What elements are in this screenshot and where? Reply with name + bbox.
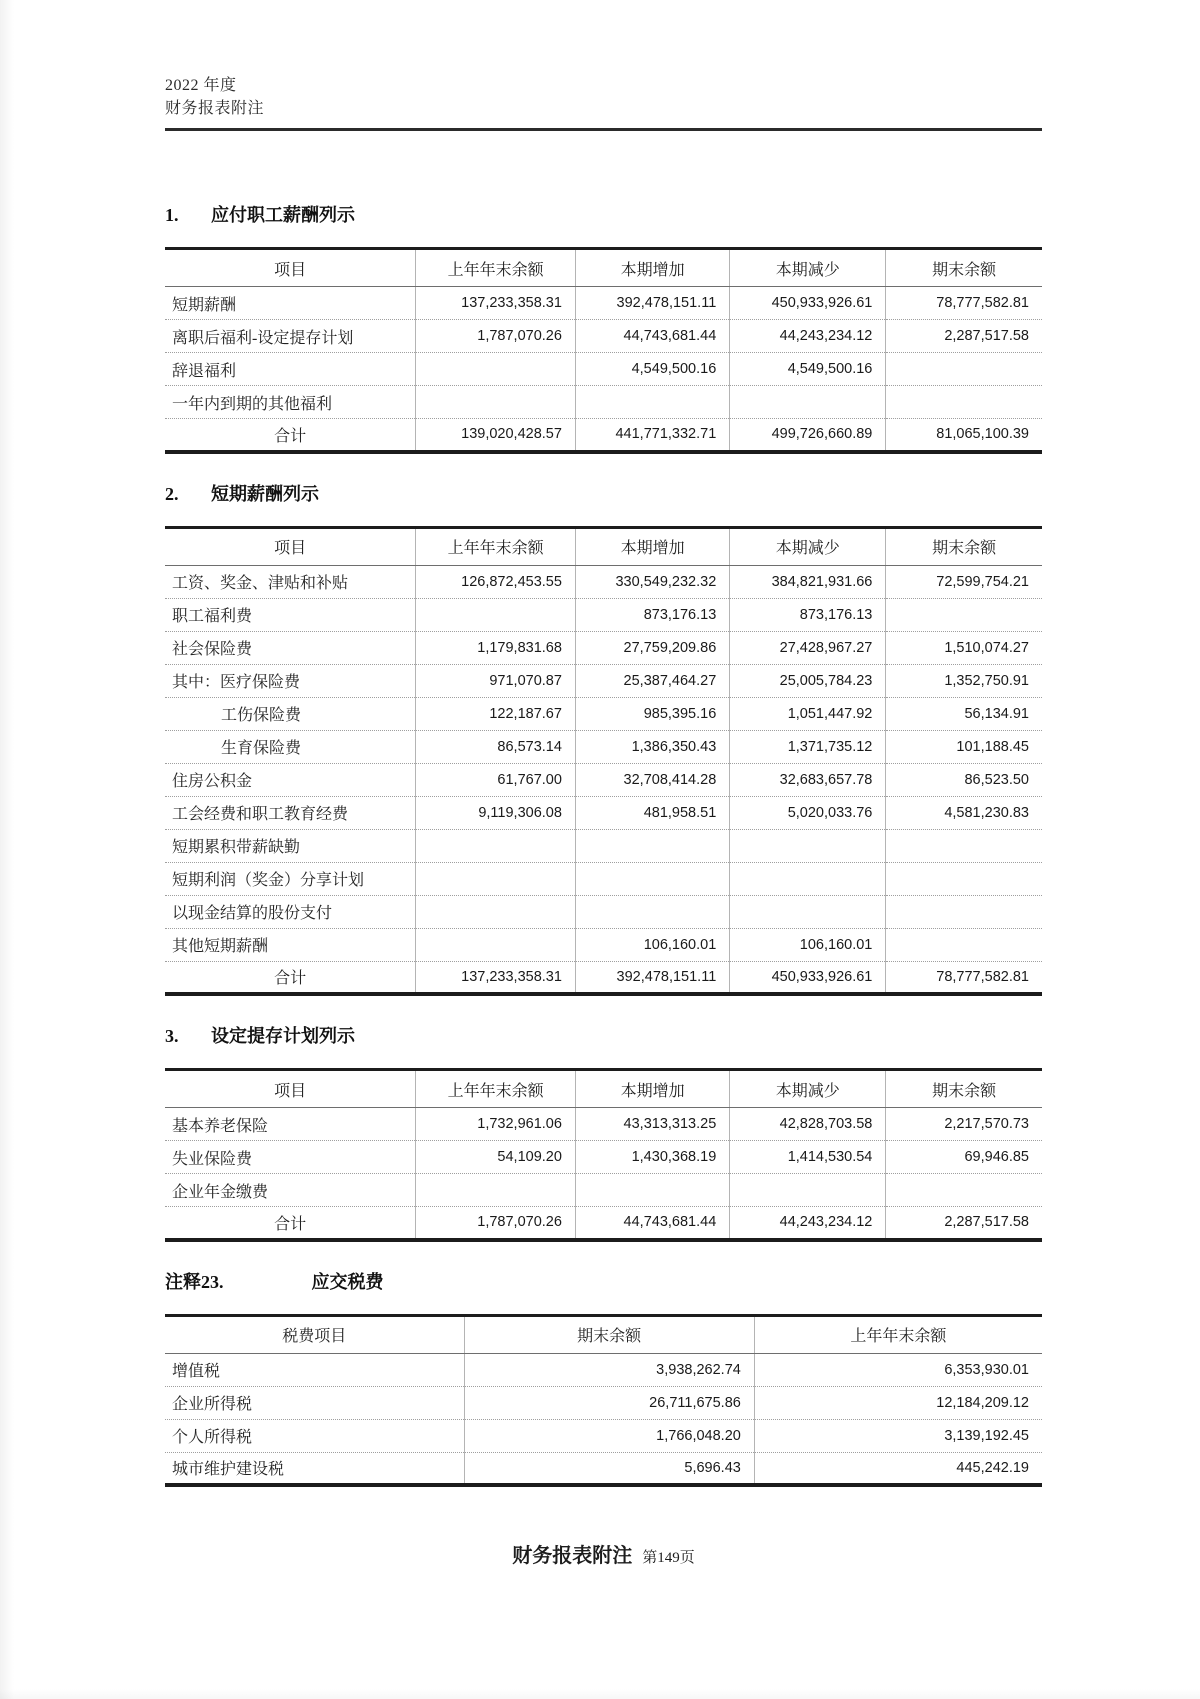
cell-value: 1,352,750.91 — [886, 664, 1042, 697]
cell-value: 971,070.87 — [416, 664, 576, 697]
row-label: 城市维护建设税 — [172, 1461, 285, 1479]
data-table — [165, 526, 1042, 997]
cell-value — [886, 895, 1042, 928]
row-label: 合计 — [274, 1215, 307, 1233]
table-row — [165, 862, 1042, 895]
section-heading — [165, 201, 1042, 227]
cell-value — [416, 598, 576, 631]
cell-value: 450,933,926.61 — [730, 287, 886, 320]
row-label: 工伤保险费 — [165, 697, 416, 730]
table-row — [165, 1141, 1042, 1174]
cell-value: 2,287,517.58 — [886, 1207, 1042, 1240]
cell-value: 445,242.19 — [754, 1452, 1042, 1485]
cell-value: 106,160.01 — [730, 928, 886, 961]
heading-number: 1. — [165, 205, 179, 225]
cell-value: 873,176.13 — [575, 598, 729, 631]
table-row — [165, 1452, 1042, 1485]
cell-value: 4,549,500.16 — [575, 353, 729, 386]
report-year: 2022 年度 — [165, 77, 237, 94]
cell-value: 873,176.13 — [730, 598, 886, 631]
heading-number: 2. — [165, 483, 179, 504]
heading-number: 3. — [165, 1026, 179, 1046]
cell-value: 5,020,033.76 — [730, 796, 886, 829]
row-label: 住房公积金 — [165, 763, 416, 796]
table-row — [165, 565, 1042, 598]
column-header: 期末余额 — [886, 527, 1042, 565]
cell-value — [886, 353, 1042, 386]
column-header: 本期增加 — [575, 1070, 729, 1108]
cell-value: 139,020,428.57 — [416, 419, 576, 452]
cell-value — [730, 1174, 886, 1207]
cell-value: 12,184,209.12 — [754, 1386, 1042, 1419]
taxes-payable-table — [165, 1314, 1042, 1488]
cell-value: 4,581,230.83 — [886, 796, 1042, 829]
cell-value: 44,243,234.12 — [730, 1207, 886, 1240]
cell-value: 1,732,961.06 — [416, 1108, 576, 1141]
row-label: 企业年金缴费 — [165, 1174, 416, 1207]
column-header: 期末余额 — [886, 249, 1042, 287]
cell-value: 1,414,530.54 — [730, 1141, 886, 1174]
cell-value — [886, 928, 1042, 961]
column-header: 上年年末余额 — [416, 1070, 576, 1108]
cell-value: 450,933,926.61 — [730, 961, 886, 994]
table-row — [165, 664, 1042, 697]
table-row — [165, 1353, 1042, 1386]
cell-value: 4,549,500.16 — [730, 353, 886, 386]
cell-value — [575, 862, 729, 895]
page-content — [165, 0, 1042, 1568]
cell-value: 81,065,100.39 — [886, 419, 1042, 452]
cell-value: 330,549,232.32 — [575, 565, 729, 598]
cell-value: 441,771,332.71 — [575, 419, 729, 452]
cell-value: 6,353,930.01 — [754, 1353, 1042, 1386]
row-label: 合计 — [274, 427, 307, 445]
cell-value: 392,478,151.11 — [575, 961, 729, 994]
cell-value — [730, 386, 886, 419]
table-row — [165, 796, 1042, 829]
column-header: 本期减少 — [730, 249, 886, 287]
note-heading — [165, 1268, 1042, 1294]
cell-value — [730, 895, 886, 928]
table-row — [165, 895, 1042, 928]
column-header: 项目 — [165, 249, 416, 287]
table-row — [165, 829, 1042, 862]
table-row — [165, 386, 1042, 419]
cell-value: 137,233,358.31 — [416, 287, 576, 320]
row-label: 生育保险费 — [165, 730, 416, 763]
row-label: 短期利润（奖金）分享计划 — [165, 862, 416, 895]
cell-value: 26,711,675.86 — [464, 1386, 754, 1419]
table-row — [165, 928, 1042, 961]
table-header-row — [165, 1070, 1042, 1108]
cell-value: 1,510,074.27 — [886, 631, 1042, 664]
column-header: 税费项目 — [165, 1315, 464, 1353]
heading-title: 短期薪酬列示 — [211, 483, 319, 504]
cell-value: 86,523.50 — [886, 763, 1042, 796]
cell-value: 101,188.45 — [886, 730, 1042, 763]
cell-value — [886, 829, 1042, 862]
page-footer — [165, 1539, 1042, 1568]
cell-value: 481,958.51 — [575, 796, 729, 829]
cell-value: 5,696.43 — [464, 1452, 754, 1485]
cell-value — [416, 386, 576, 419]
cell-value: 3,139,192.45 — [754, 1419, 1042, 1452]
section-heading — [165, 1022, 1042, 1048]
cell-value: 78,777,582.81 — [886, 961, 1042, 994]
cell-value: 42,828,703.58 — [730, 1108, 886, 1141]
cell-value: 392,478,151.11 — [575, 287, 729, 320]
table-total-row — [165, 1207, 1042, 1240]
table-row — [165, 730, 1042, 763]
cell-value — [886, 862, 1042, 895]
cell-value — [886, 386, 1042, 419]
cell-value: 1,787,070.26 — [416, 1207, 576, 1240]
cell-value: 122,187.67 — [416, 697, 576, 730]
cell-value — [886, 598, 1042, 631]
cell-value: 3,938,262.74 — [464, 1353, 754, 1386]
cell-value: 1,051,447.92 — [730, 697, 886, 730]
cell-value: 44,743,681.44 — [575, 1207, 729, 1240]
row-label: 其中：医疗保险费 — [165, 664, 416, 697]
cell-value: 86,573.14 — [416, 730, 576, 763]
row-label: 工资、奖金、津贴和补贴 — [165, 565, 416, 598]
cell-value: 499,726,660.89 — [730, 419, 886, 452]
table-row — [165, 1386, 1042, 1419]
document-header — [165, 74, 1042, 131]
report-title: 财务报表附注 — [165, 100, 265, 117]
row-label: 增值税 — [165, 1353, 464, 1386]
row-label: 辞退福利 — [165, 353, 416, 386]
cell-value: 32,683,657.78 — [730, 763, 886, 796]
short-term-pay-table — [165, 526, 1042, 997]
cell-value — [416, 829, 576, 862]
table-row — [165, 631, 1042, 664]
cell-value: 25,005,784.23 — [730, 664, 886, 697]
cell-value: 43,313,313.25 — [575, 1108, 729, 1141]
table-row — [165, 1108, 1042, 1141]
row-label: 其他短期薪酬 — [165, 928, 416, 961]
table-header-row — [165, 1315, 1042, 1353]
table-total-row — [165, 419, 1042, 452]
heading-title: 应付职工薪酬列示 — [211, 205, 355, 225]
footer-page-number: 第149页 — [642, 1550, 695, 1566]
column-header: 期末余额 — [886, 1070, 1042, 1108]
row-label: 短期薪酬 — [165, 287, 416, 320]
cell-value — [575, 829, 729, 862]
table-row — [165, 353, 1042, 386]
cell-value: 2,287,517.58 — [886, 320, 1042, 353]
cell-value — [575, 386, 729, 419]
column-header: 项目 — [165, 1070, 416, 1108]
cell-value: 126,872,453.55 — [416, 565, 576, 598]
cell-value: 25,387,464.27 — [575, 664, 729, 697]
cell-value — [416, 1174, 576, 1207]
cell-value: 9,119,306.08 — [416, 796, 576, 829]
cell-value: 69,946.85 — [886, 1141, 1042, 1174]
cell-value: 1,766,048.20 — [464, 1419, 754, 1452]
cell-value: 384,821,931.66 — [730, 565, 886, 598]
cell-value — [416, 895, 576, 928]
row-label: 失业保险费 — [165, 1141, 416, 1174]
table-row — [165, 697, 1042, 730]
cell-value: 985,395.16 — [575, 697, 729, 730]
cell-value — [730, 862, 886, 895]
cell-value: 1,179,831.68 — [416, 631, 576, 664]
cell-value: 1,430,368.19 — [575, 1141, 729, 1174]
cell-value — [730, 829, 886, 862]
row-label: 基本养老保险 — [165, 1108, 416, 1141]
column-header: 本期增加 — [575, 527, 729, 565]
cell-value: 2,217,570.73 — [886, 1108, 1042, 1141]
cell-value: 27,759,209.86 — [575, 631, 729, 664]
cell-value: 44,243,234.12 — [730, 320, 886, 353]
row-label: 以现金结算的股份支付 — [165, 895, 416, 928]
column-header: 项目 — [165, 527, 416, 565]
row-label: 合计 — [274, 970, 307, 988]
table-header-row — [165, 249, 1042, 287]
column-header: 期末余额 — [464, 1315, 754, 1353]
row-label: 工会经费和职工教育经费 — [165, 796, 416, 829]
cell-value: 1,371,735.12 — [730, 730, 886, 763]
heading-title: 应交税费 — [311, 1271, 384, 1292]
column-header: 上年年末余额 — [754, 1315, 1042, 1353]
cell-value: 1,386,350.43 — [575, 730, 729, 763]
heading-title: 设定提存计划列示 — [211, 1026, 355, 1046]
table-header-row — [165, 527, 1042, 565]
heading-number: 注释23. — [165, 1271, 224, 1292]
footer-title: 财务报表附注 — [512, 1545, 633, 1567]
column-header: 本期增加 — [575, 249, 729, 287]
cell-value — [416, 928, 576, 961]
row-label: 离职后福利-设定提存计划 — [165, 320, 416, 353]
cell-value — [575, 1174, 729, 1207]
cell-value: 1,787,070.26 — [416, 320, 576, 353]
payroll-payable-table — [165, 247, 1042, 454]
table-row — [165, 1174, 1042, 1207]
cell-value — [575, 895, 729, 928]
column-header: 本期减少 — [730, 1070, 886, 1108]
table-row — [165, 320, 1042, 353]
row-label: 个人所得税 — [165, 1419, 464, 1452]
row-label: 短期累积带薪缺勤 — [165, 829, 416, 862]
table-row — [165, 287, 1042, 320]
data-table — [165, 1068, 1042, 1242]
cell-value — [416, 353, 576, 386]
cell-value — [416, 862, 576, 895]
data-table — [165, 1314, 1042, 1488]
column-header: 本期减少 — [730, 527, 886, 565]
table-row — [165, 598, 1042, 631]
data-table — [165, 247, 1042, 454]
cell-value: 54,109.20 — [416, 1141, 576, 1174]
row-label: 社会保险费 — [165, 631, 416, 664]
column-header: 上年年末余额 — [416, 249, 576, 287]
cell-value: 106,160.01 — [575, 928, 729, 961]
section-employee-payroll — [165, 201, 1042, 454]
cell-value — [886, 1174, 1042, 1207]
cell-value: 137,233,358.31 — [416, 961, 576, 994]
row-label: 企业所得税 — [165, 1386, 464, 1419]
cell-value: 56,134.91 — [886, 697, 1042, 730]
cell-value: 61,767.00 — [416, 763, 576, 796]
section-short-term-pay — [165, 480, 1042, 997]
section-heading — [165, 480, 1042, 506]
table-total-row — [165, 961, 1042, 994]
table-row — [165, 1419, 1042, 1452]
cell-value: 44,743,681.44 — [575, 320, 729, 353]
cell-value: 27,428,967.27 — [730, 631, 886, 664]
cell-value: 78,777,582.81 — [886, 287, 1042, 320]
column-header: 上年年末余额 — [416, 527, 576, 565]
section-defined-contribution — [165, 1022, 1042, 1242]
section-taxes-payable — [165, 1268, 1042, 1488]
cell-value: 32,708,414.28 — [575, 763, 729, 796]
defined-contribution-table — [165, 1068, 1042, 1242]
row-label: 一年内到期的其他福利 — [165, 386, 416, 419]
cell-value: 72,599,754.21 — [886, 565, 1042, 598]
row-label: 职工福利费 — [165, 598, 416, 631]
table-row — [165, 763, 1042, 796]
